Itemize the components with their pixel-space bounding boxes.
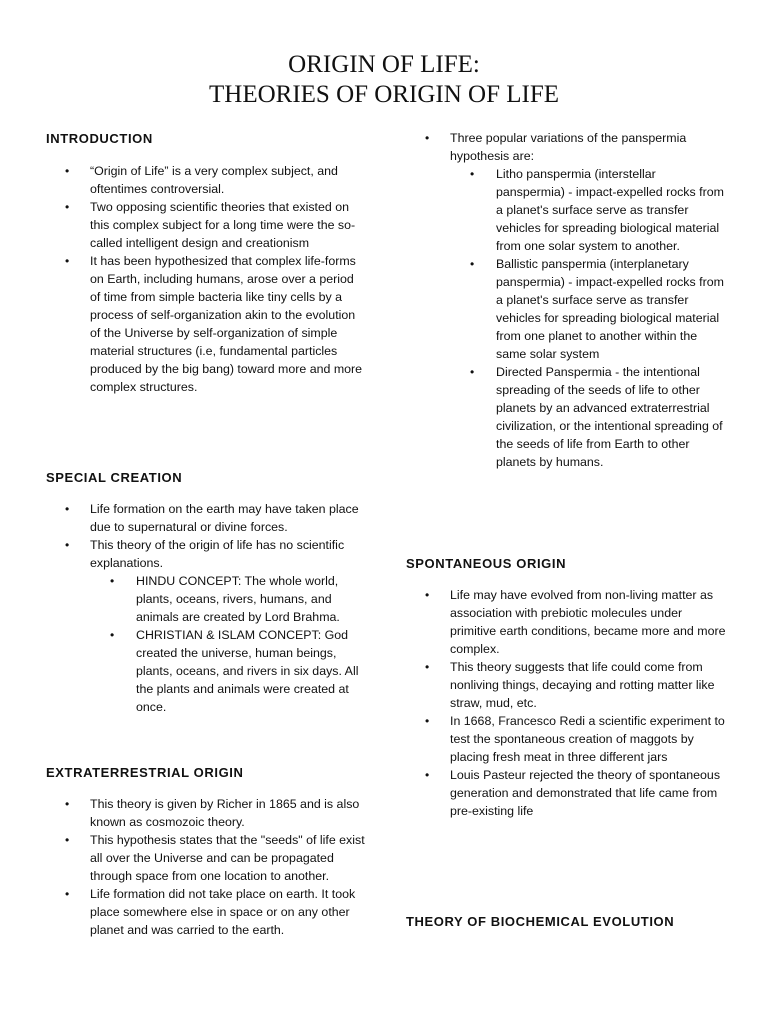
sub-list-item: • HINDU CONCEPT: The whole world, plants, oceans, rivers, humans, and animals are created by Lord Brahma. — [90, 572, 362, 626]
sub-list-item: • Ballistic panspermia (interplanetary panspermia) - impact-expelled rocks from a planet's surface serve as transfer vehicles for spreading biological material from one planet to another within the same solar system — [450, 255, 726, 363]
list-item: • This theory is given by Richer in 1865 and is also known as cosmozoic theory. — [46, 795, 366, 831]
spontaneous-origin-list — [406, 586, 726, 820]
special-creation-list — [46, 500, 366, 716]
list-item: • “Origin of Life” is a very complex subject, and oftentimes controversial. — [46, 162, 366, 198]
sub-list-item: • CHRISTIAN & ISLAM CONCEPT: God created the universe, human beings, plants, oceans, and rivers in six days. All the plants and animals were created at once. — [90, 626, 362, 716]
sub-list-item: • Litho panspermia (interstellar panspermia) - impact-expelled rocks from a planet's surface serve as transfer vehicles for spreading biological material from one solar system to another. — [450, 165, 726, 255]
list-item: • Louis Pasteur rejected the theory of spontaneous generation and demonstrated that life came from pre-existing life — [406, 766, 726, 820]
panspermia-list — [406, 129, 726, 471]
extraterrestrial-origin-heading: EXTRATERRESTRIAL ORIGIN — [46, 765, 244, 780]
title-line-1: ORIGIN OF LIFE: — [288, 51, 480, 78]
list-item: • This theory suggests that life could come from nonliving things, decaying and rotting matter like straw, mud, etc. — [406, 658, 726, 712]
extraterrestrial-origin-list — [46, 795, 366, 939]
panspermia-sublist — [450, 165, 726, 471]
special-creation-heading: SPECIAL CREATION — [46, 470, 183, 485]
title-line-2: THEORIES OF ORIGIN OF LIFE — [209, 81, 559, 108]
list-item: • This hypothesis states that the "seeds" of life exist all over the Universe and can be propagated through space from one location to another. — [46, 831, 366, 885]
list-item: • It has been hypothesized that complex life-forms on Earth, including humans, arose over a period of time from simple bacteria like tiny cells by a process of self-organization akin to the evolution of the Universe by self-organization of simple material structures (i.e, fundamental particles produced by the big bang) toward more and more complex structures. — [46, 252, 366, 396]
special-creation-sublist — [90, 572, 366, 716]
list-item-text: Three popular variations of the panspermia hypothesis are: — [450, 131, 687, 163]
sub-list-item: • Directed Panspermia - the intentional spreading of the seeds of life to other planets by an advanced extraterrestrial civilization, or the intentional spreading of the seeds of life from Earth to other planets by humans. — [450, 363, 726, 471]
introduction-list — [46, 162, 366, 396]
list-item: • Two opposing scientific theories that existed on this complex subject for a long time were the so-called intelligent design and creationism — [46, 198, 366, 252]
list-item: • In 1668, Francesco Redi a scientific experiment to test the spontaneous creation of maggots by placing fresh meat in three different jars — [406, 712, 726, 766]
list-item — [406, 129, 726, 471]
page-title — [0, 50, 768, 110]
list-item: • Life formation on the earth may have taken place due to supernatural or divine forces. — [46, 500, 366, 536]
list-item: • Life formation did not take place on earth. It took place somewhere else in space or on any other planet and was carried to the earth. — [46, 885, 366, 939]
spontaneous-origin-heading: SPONTANEOUS ORIGIN — [406, 556, 567, 571]
list-item: • Life may have evolved from non-living matter as association with prebiotic molecules under primitive earth conditions, became more and more complex. — [406, 586, 726, 658]
introduction-heading: INTRODUCTION — [46, 131, 153, 146]
list-item — [46, 536, 366, 716]
biochemical-evolution-heading: THEORY OF BIOCHEMICAL EVOLUTION — [406, 914, 675, 929]
list-item-text: This theory of the origin of life has no scientific explanations. — [90, 538, 345, 570]
